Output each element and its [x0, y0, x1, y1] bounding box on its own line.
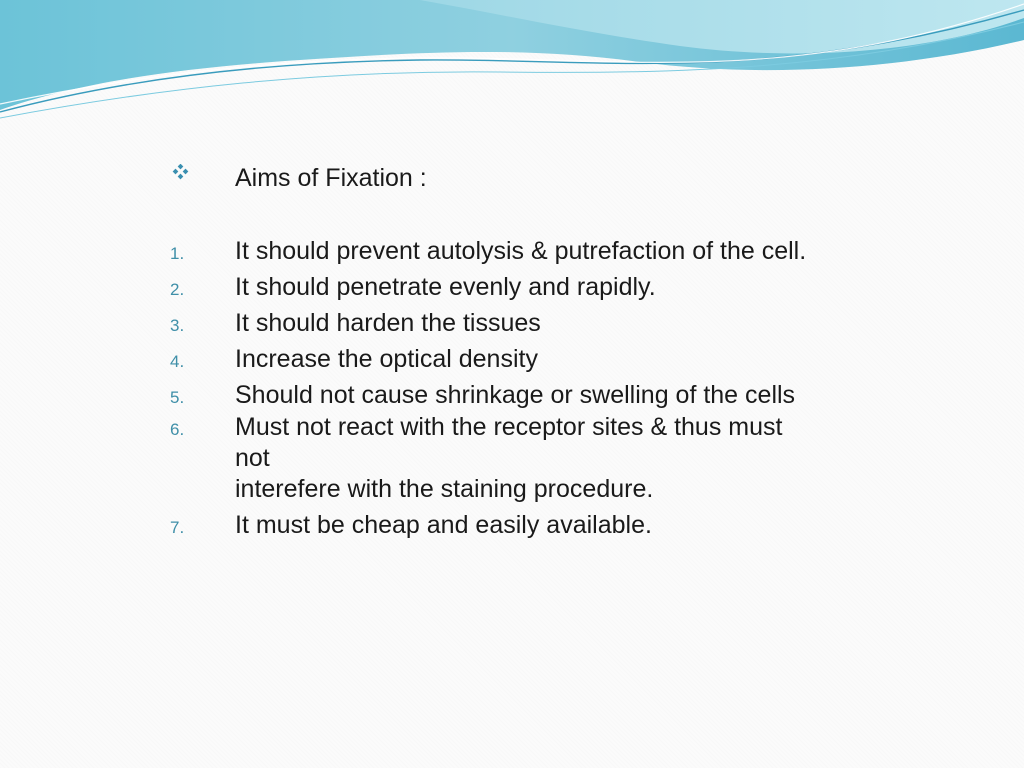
list-text: It should prevent autolysis & putrefaction of the cell.: [235, 237, 807, 265]
list-number: 4.: [170, 352, 185, 371]
list-text: It must be cheap and easily available.: [235, 511, 652, 539]
list-text: It should penetrate evenly and rapidly.: [235, 273, 656, 301]
list-number: 5.: [170, 388, 185, 407]
list-number: 3.: [170, 316, 185, 335]
list-number: 7.: [170, 518, 185, 537]
list-text: It should harden the tissues: [235, 309, 541, 337]
list-number: 6.: [170, 420, 185, 439]
list-text-line-2: not: [235, 444, 270, 472]
diamond-bullet-icon: [172, 164, 190, 182]
list-number: 1.: [170, 244, 185, 263]
list-number: 2.: [170, 280, 185, 299]
list-text-line-3: interefere with the staining procedure.: [235, 475, 654, 503]
list-text-line-1: Must not react with the receptor sites & thus must: [235, 413, 783, 441]
list-text: Increase the optical density: [235, 345, 538, 373]
slide-heading: Aims of Fixation :: [235, 164, 427, 192]
list-text: Should not cause shrinkage or swelling of the cells: [235, 381, 796, 409]
